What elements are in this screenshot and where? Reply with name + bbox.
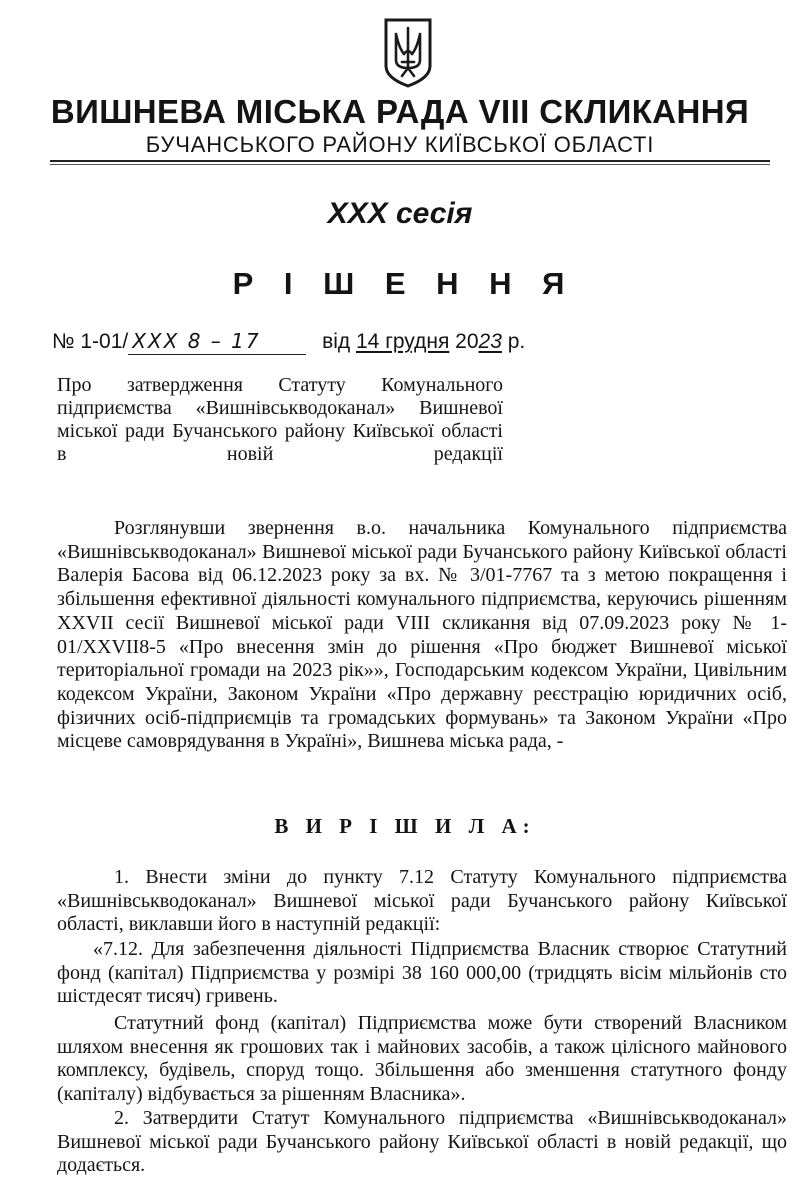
decision-subject: Про затвердження Статуту Комунального підприємства «Вишнівськводоканал» Вишневої міської ради Бучанського району Київської області в новій редакції xyxy=(57,374,503,465)
session-title: XXX сесія xyxy=(327,197,473,230)
date-from: від xyxy=(322,330,351,353)
item-2-paragraph: 2. Затвердити Статут Комунального підприємства «Вишнівськводоканал» Вишневої міської ради Бучанського району Київської області в новій редакції, що додається. xyxy=(57,1107,787,1177)
trident-emblem-icon xyxy=(382,18,434,88)
resolved-heading: В И Р І Ш И Л А: xyxy=(274,814,536,838)
handwritten-number: XXX 8 – 17 xyxy=(128,328,306,355)
decision-number-line xyxy=(52,326,612,360)
year-handwritten: 23 xyxy=(478,330,502,353)
item-1-quote-paragraph-2: Статутний фонд (капітал) Підприємства може бути створений Власником шляхом внесення як грошових так і майнових засобів, а також цілісного майнового комплексу, будівель, споруд тощо. Збільшення або зменшення статутного фонду (капіталу) відбувається за рішенням Власника». xyxy=(57,1012,787,1106)
council-title: ВИШНЕВА МІСЬКА РАДА VIII СКЛИКАННЯ xyxy=(50,93,750,130)
decision-date: 14 грудня xyxy=(356,330,450,353)
preamble-paragraph: Розглянувши звернення в.о. начальника Комунального підприємства «Вишнівськводоканал» Вишневої міської ради Бучанського району Київської області Валерія Басова від 06.12.2023 року за вх. № 3/01-7767 та з метою покращення і збільшення ефективної діяльності комунального підприємства, керуючись рішенням XXVII сесії Вишневої міської ради VIII скликання від 07.09.2023 року № 1-01/XXVII8-5 «Про внесення змін до рішення «Про бюджет Вишневої міської територіальної громади на 2023 рік»», Господарським кодексом України, Цивільним кодексом України, Законом України «Про державну реєстрацію юридичних осіб, фізичних осіб-підприємців та громадських формувань» та Законом України «Про місцеве самоврядування в Україні», Вишнева міська рада, - xyxy=(57,517,787,753)
header-divider xyxy=(50,160,770,162)
document-type-title: Р І Ш Е Н Н Я xyxy=(232,266,576,301)
number-prefix: № 1-01/ xyxy=(52,330,129,353)
year-prefix: 20 xyxy=(455,330,479,353)
district-subtitle: БУЧАНСЬКОГО РАЙОНУ КИЇВСЬКОЇ ОБЛАСТІ xyxy=(145,132,655,157)
item-1-paragraph: 1. Внести зміни до пункту 7.12 Статуту Комунального підприємства «Вишнівськводоканал» Вишневої міської ради Бучанського району Київської області, виклавши його в наступній редакції: xyxy=(57,866,787,936)
year-suffix: р. xyxy=(507,330,526,353)
header-divider-thin xyxy=(50,164,770,165)
item-1-quote-paragraph: «7.12. Для забезпечення діяльності Підприємства Власник створює Статутний фонд (капітал) Підприємства у розмірі 38 160 000,00 (тридцять вісім мільйонів сто шістдесят тисяч) гривень. xyxy=(57,938,787,1008)
